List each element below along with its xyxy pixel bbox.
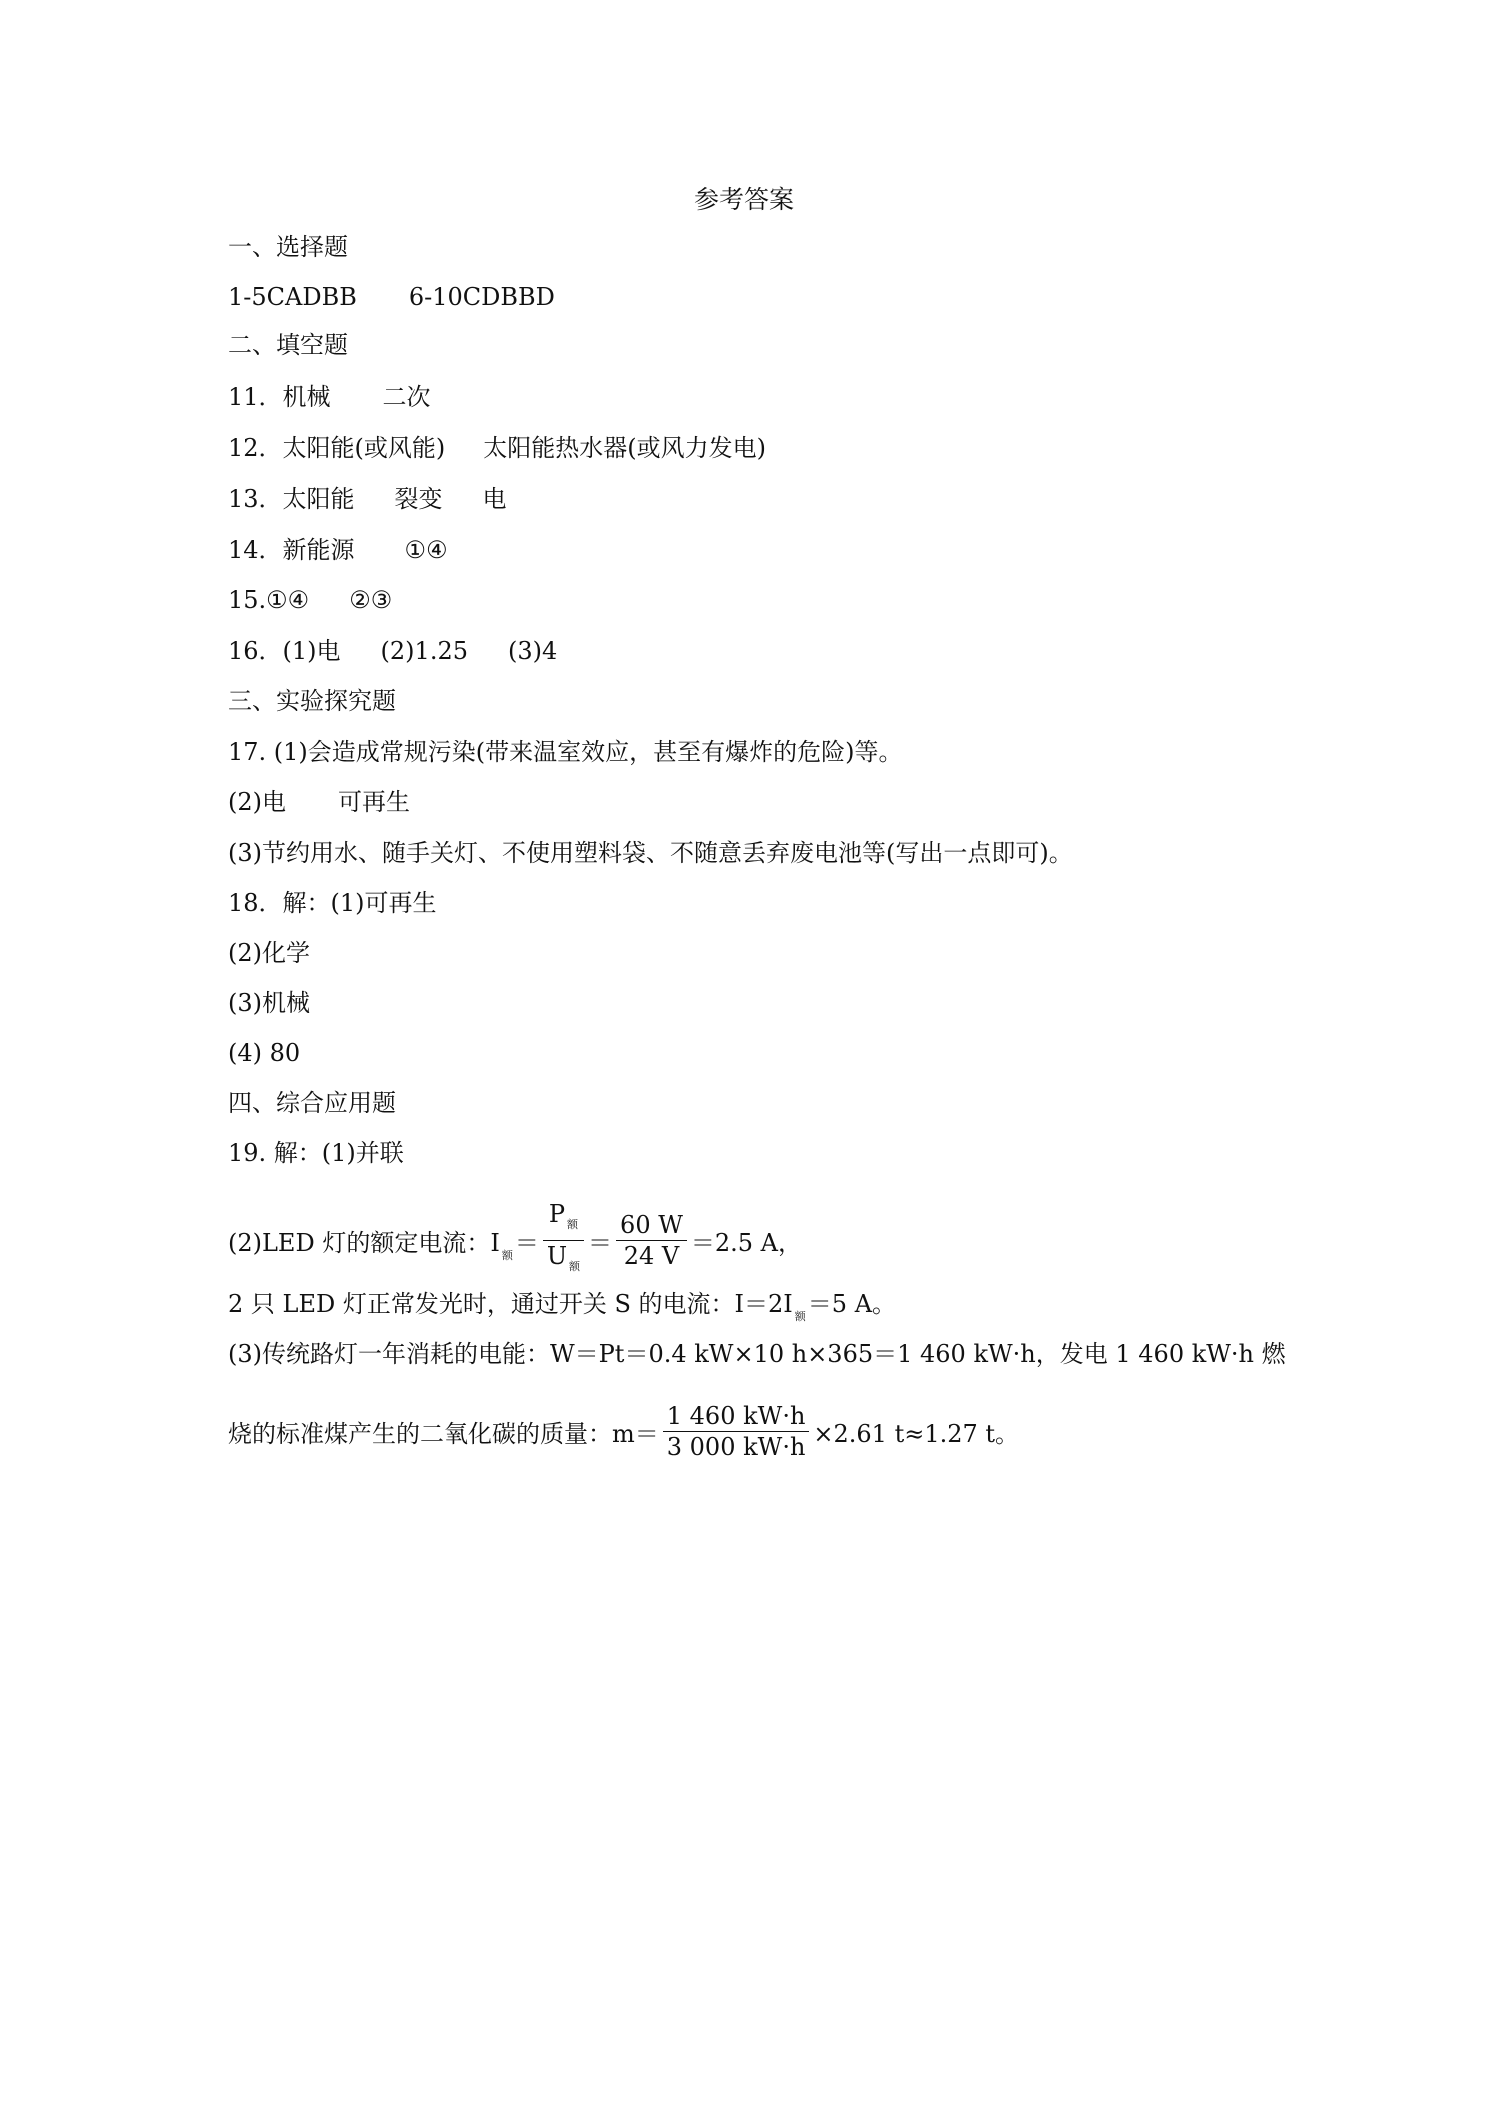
- answer-17-2-part-1: (2)电: [228, 788, 286, 816]
- answer-17-2: [228, 787, 410, 817]
- section-heading-experiment: 三、实验探究题: [228, 687, 396, 715]
- page-title: 参考答案: [693, 185, 794, 214]
- answer-19-1: 19. 解：(1)并联: [228, 1139, 404, 1167]
- answer-14-part-2: ①④: [404, 536, 448, 564]
- subscript-rated: 额: [569, 1260, 581, 1273]
- answer-16-part-2: (2)1.25: [380, 637, 468, 665]
- answer-16-part-3: (3)4: [507, 637, 558, 665]
- answer-11-part-1: 11．机械: [228, 383, 331, 411]
- answer-19-2b-result: ＝5 A。: [807, 1290, 897, 1318]
- answer-14-part-1: 14．新能源: [228, 536, 355, 564]
- answer-13: [228, 484, 507, 514]
- answer-19-3-result: ×2.61 t≈1.27 t。: [813, 1420, 1020, 1448]
- fraction-p-over-u: [543, 1199, 584, 1282]
- section-heading-application: 四、综合应用题: [228, 1089, 396, 1117]
- numerator-text: P: [548, 1200, 565, 1228]
- answer-17-2-part-2: 可再生: [338, 788, 410, 816]
- answer-1-5: 1-5CADBB: [228, 283, 357, 311]
- fraction-denominator: 3 000 kW·h: [666, 1433, 806, 1461]
- fraction-numerator: 60 W: [616, 1210, 687, 1241]
- answer-15: [228, 585, 392, 615]
- answer-14: [228, 535, 448, 565]
- section-heading-choice: 一、选择题: [228, 233, 348, 261]
- answer-16-part-1: 16．(1)电: [228, 637, 341, 665]
- equals-sign: ＝: [514, 1229, 539, 1257]
- answer-19-2-text: (2)LED 灯的额定电流：I: [228, 1229, 500, 1257]
- equals-sign: ＝: [588, 1229, 613, 1257]
- answer-18-3: (3)机械: [228, 989, 310, 1017]
- fraction-denominator: 24 V: [623, 1242, 680, 1270]
- answer-19-3-mass: [228, 1402, 1020, 1466]
- answer-19-3-text: 烧的标准煤产生的二氧化碳的质量：m＝: [228, 1420, 659, 1448]
- denominator-text: U: [546, 1242, 568, 1270]
- answer-18-4: (4) 80: [228, 1039, 301, 1067]
- fraction-numerator: 1 460 kW·h: [663, 1401, 810, 1432]
- choice-answers: [228, 282, 555, 312]
- answer-18-2: (2)化学: [228, 939, 310, 967]
- answer-15-part-1: 15.①④: [228, 586, 310, 614]
- answer-17-3: (3)节约用水、随手关灯、不使用塑料袋、不随意丢弃废电池等(写出一点即可)。: [228, 839, 1073, 867]
- answer-17-1: 17. (1)会造成常规污染(带来温室效应，甚至有爆炸的危险)等。: [228, 738, 903, 766]
- answer-19-2-current: [228, 1289, 896, 1332]
- answer-15-part-2: ②③: [349, 586, 393, 614]
- answer-13-part-1: 13．太阳能: [228, 485, 355, 513]
- answer-12-part-2: 太阳能热水器(或风力发电): [483, 434, 766, 462]
- answer-13-part-3: 电: [482, 485, 507, 513]
- answer-11: [228, 382, 431, 412]
- answer-12-part-1: 12．太阳能(或风能): [228, 434, 446, 462]
- fraction-numerator: [543, 1199, 584, 1241]
- fraction-energy-ratio: [663, 1401, 810, 1462]
- fraction-denominator: [543, 1241, 584, 1282]
- subscript-rated: 额: [501, 1249, 513, 1262]
- answer-19-2b-text: 2 只 LED 灯正常发光时，通过开关 S 的电流：I＝2I: [228, 1290, 793, 1318]
- answer-19-3-energy: (3)传统路灯一年消耗的电能：W＝Pt＝0.4 kW×10 h×365＝1 460 kW·h，发电 1 460 kW·h 燃: [228, 1340, 1286, 1368]
- fraction-60w-over-24v: [616, 1210, 687, 1271]
- subscript-rated: 额: [567, 1218, 578, 1231]
- answer-19-2-result: ＝2.5 A，: [690, 1229, 803, 1257]
- answer-11-part-2: 二次: [382, 383, 431, 411]
- section-heading-fill: 二、填空题: [228, 331, 348, 359]
- answer-19-2-formula: [228, 1200, 803, 1286]
- answer-18-1: 18．解：(1)可再生: [228, 889, 437, 917]
- answer-12: [228, 433, 766, 463]
- answer-13-part-2: 裂变: [394, 485, 443, 513]
- subscript-rated: 额: [794, 1310, 806, 1323]
- answer-16: [228, 636, 557, 666]
- answer-6-10: 6-10CDBBD: [408, 283, 555, 311]
